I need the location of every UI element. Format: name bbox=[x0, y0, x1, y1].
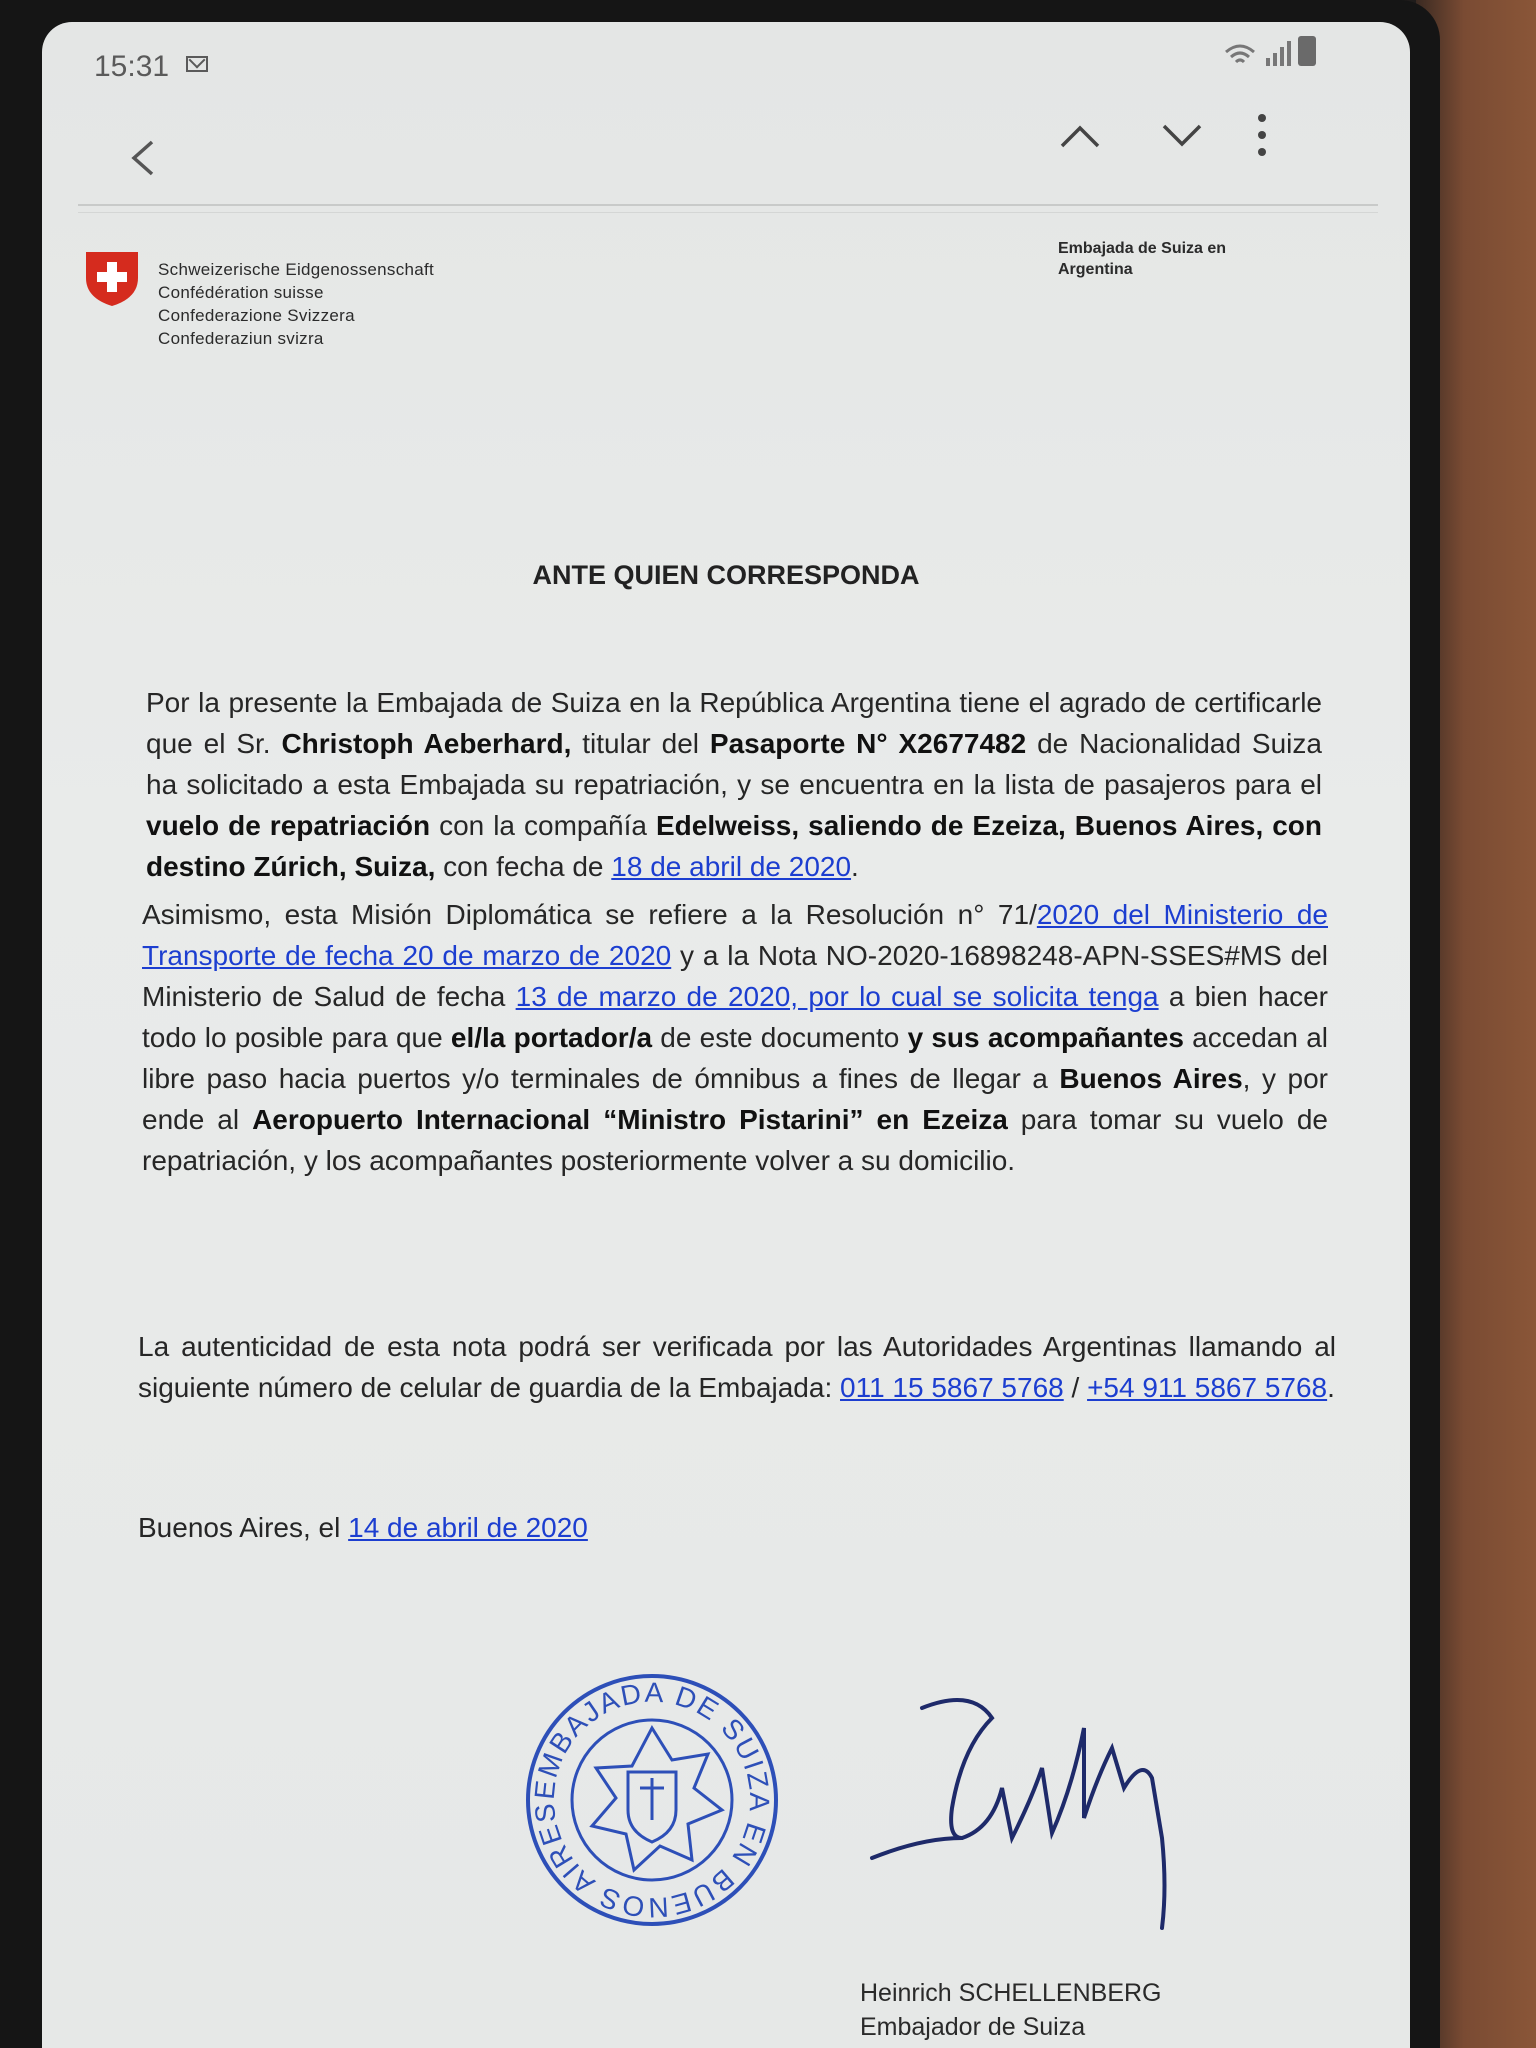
paragraph-certification bbox=[146, 682, 1322, 887]
note-date-link[interactable]: 13 de marzo de 2020, por lo cual se solicita tenga bbox=[515, 981, 1159, 1012]
signer-block bbox=[860, 1976, 1162, 2044]
paragraph-verification bbox=[138, 1326, 1336, 1408]
swiss-crest-icon bbox=[84, 248, 140, 308]
flight-type: vuelo de repatriación bbox=[146, 810, 431, 841]
bearer-label: el/la portador/a bbox=[450, 1022, 653, 1053]
companions-label: y sus acompañantes bbox=[907, 1022, 1184, 1053]
phone-link-international[interactable]: +54 911 5867 5768 bbox=[1087, 1372, 1328, 1403]
p3-text-1: La autenticidad de esta nota podrá ser verificada por las Autoridades Argentinas llamando al siguiente número de celular de guardia de la Embajada: bbox=[138, 1331, 1336, 1403]
place-date-line bbox=[138, 1512, 588, 1544]
wifi-icon bbox=[1222, 38, 1258, 74]
ambassador-signature bbox=[862, 1688, 1282, 1938]
chevron-down-icon[interactable] bbox=[1160, 118, 1204, 152]
app-bar-divider bbox=[78, 204, 1378, 206]
more-options-icon[interactable] bbox=[1252, 110, 1272, 160]
paragraph-request bbox=[142, 894, 1328, 1181]
p2-text-1: Asimismo, esta Misión Diplomática se refiere a la Resolución n° 71/ bbox=[142, 899, 1037, 930]
p1-text-2: titular del bbox=[571, 728, 710, 759]
mail-notification-icon bbox=[186, 56, 208, 72]
p2-text-3: a bien hacer todo lo posible para que bbox=[142, 981, 1328, 1053]
flight-company-route: Edelweiss, saliendo de Ezeiza, Buenos Aires, con destino Zúrich, Suiza, bbox=[146, 810, 1322, 882]
status-time: 15:31 bbox=[94, 50, 170, 83]
passport-number: Pasaporte N° X2677482 bbox=[709, 728, 1027, 759]
phone-link-local[interactable]: 011 15 5867 5768 bbox=[840, 1372, 1064, 1403]
airport-name: Aeropuerto Internacional “Ministro Pistarini” en Ezeiza bbox=[252, 1104, 1008, 1135]
document-date-link[interactable]: 14 de abril de 2020 bbox=[348, 1512, 588, 1543]
tablet-screen bbox=[42, 22, 1410, 2048]
p2-text-4: de este documento bbox=[652, 1022, 908, 1053]
signal-icon bbox=[1264, 40, 1294, 66]
document-page bbox=[42, 218, 1410, 2048]
confederation-line-rm: Confederaziun svizra bbox=[158, 329, 324, 348]
back-arrow-icon[interactable] bbox=[124, 138, 164, 178]
confederation-line-fr: Confédération suisse bbox=[158, 283, 324, 302]
embassy-line-1: Embajada de Suiza en bbox=[1058, 240, 1227, 257]
p2-text-7: para tomar su vuelo de repatriación, y los acompañantes posteriormente volver a su domicilio. bbox=[142, 1104, 1328, 1176]
p1-text-3: de Nacionalidad Suiza ha solicitado a esta Embajada su repatriación, y se encuentra en la lista de pasajeros para el bbox=[146, 728, 1322, 800]
confederation-line-it: Confederazione Svizzera bbox=[158, 306, 355, 325]
document-top-edge bbox=[78, 212, 1378, 213]
p3-text-3: . bbox=[1327, 1372, 1335, 1403]
p1-text-5: con fecha de bbox=[435, 851, 612, 882]
confederation-names bbox=[158, 258, 434, 350]
seal-text: EMBAJADA DE SUIZA EN BUENOS AIRES bbox=[528, 1676, 776, 1924]
status-bar bbox=[42, 22, 1410, 92]
p1-text-4: con la compañía bbox=[430, 810, 656, 841]
p2-text-2: y a la Nota NO-2020-16898248-APN-SSES#MS del Ministerio de Salud de fecha bbox=[142, 940, 1328, 1012]
document-title: ANTE QUIEN CORRESPONDA bbox=[532, 560, 920, 590]
confederation-line-de: Schweizerische Eidgenossenschaft bbox=[158, 260, 435, 279]
embassy-seal-stamp bbox=[522, 1670, 782, 1930]
battery-icon bbox=[1298, 36, 1316, 66]
app-bar bbox=[42, 92, 1410, 202]
p2-text-6: , y por ende al bbox=[142, 1063, 1328, 1135]
p1-text-6: . bbox=[851, 851, 859, 882]
dateline-prefix: Buenos Aires, el bbox=[138, 1512, 349, 1543]
p3-text-2: / bbox=[1063, 1372, 1088, 1403]
embassy-header bbox=[1058, 238, 1298, 280]
flight-date-link[interactable]: 18 de abril de 2020 bbox=[611, 851, 852, 882]
signer-name: Heinrich SCHELLENBERG bbox=[860, 1979, 1162, 2007]
traveler-name: Christoph Aeberhard, bbox=[281, 728, 572, 759]
p2-text-5: accedan al libre paso hacia puertos y/o terminales de ómnibus a fines de llegar a bbox=[142, 1022, 1329, 1094]
resolution-link[interactable]: 2020 del Ministerio de Transporte de fecha 20 de marzo de 2020 bbox=[142, 899, 1328, 971]
destination-city: Buenos Aires bbox=[1059, 1063, 1243, 1094]
signer-title: Embajador de Suiza bbox=[860, 2013, 1086, 2041]
embassy-line-2: Argentina bbox=[1058, 261, 1133, 278]
chevron-up-icon[interactable] bbox=[1058, 118, 1102, 152]
p1-text-1: Por la presente la Embajada de Suiza en la República Argentina tiene el agrado de certificarle que el Sr. bbox=[146, 687, 1322, 759]
